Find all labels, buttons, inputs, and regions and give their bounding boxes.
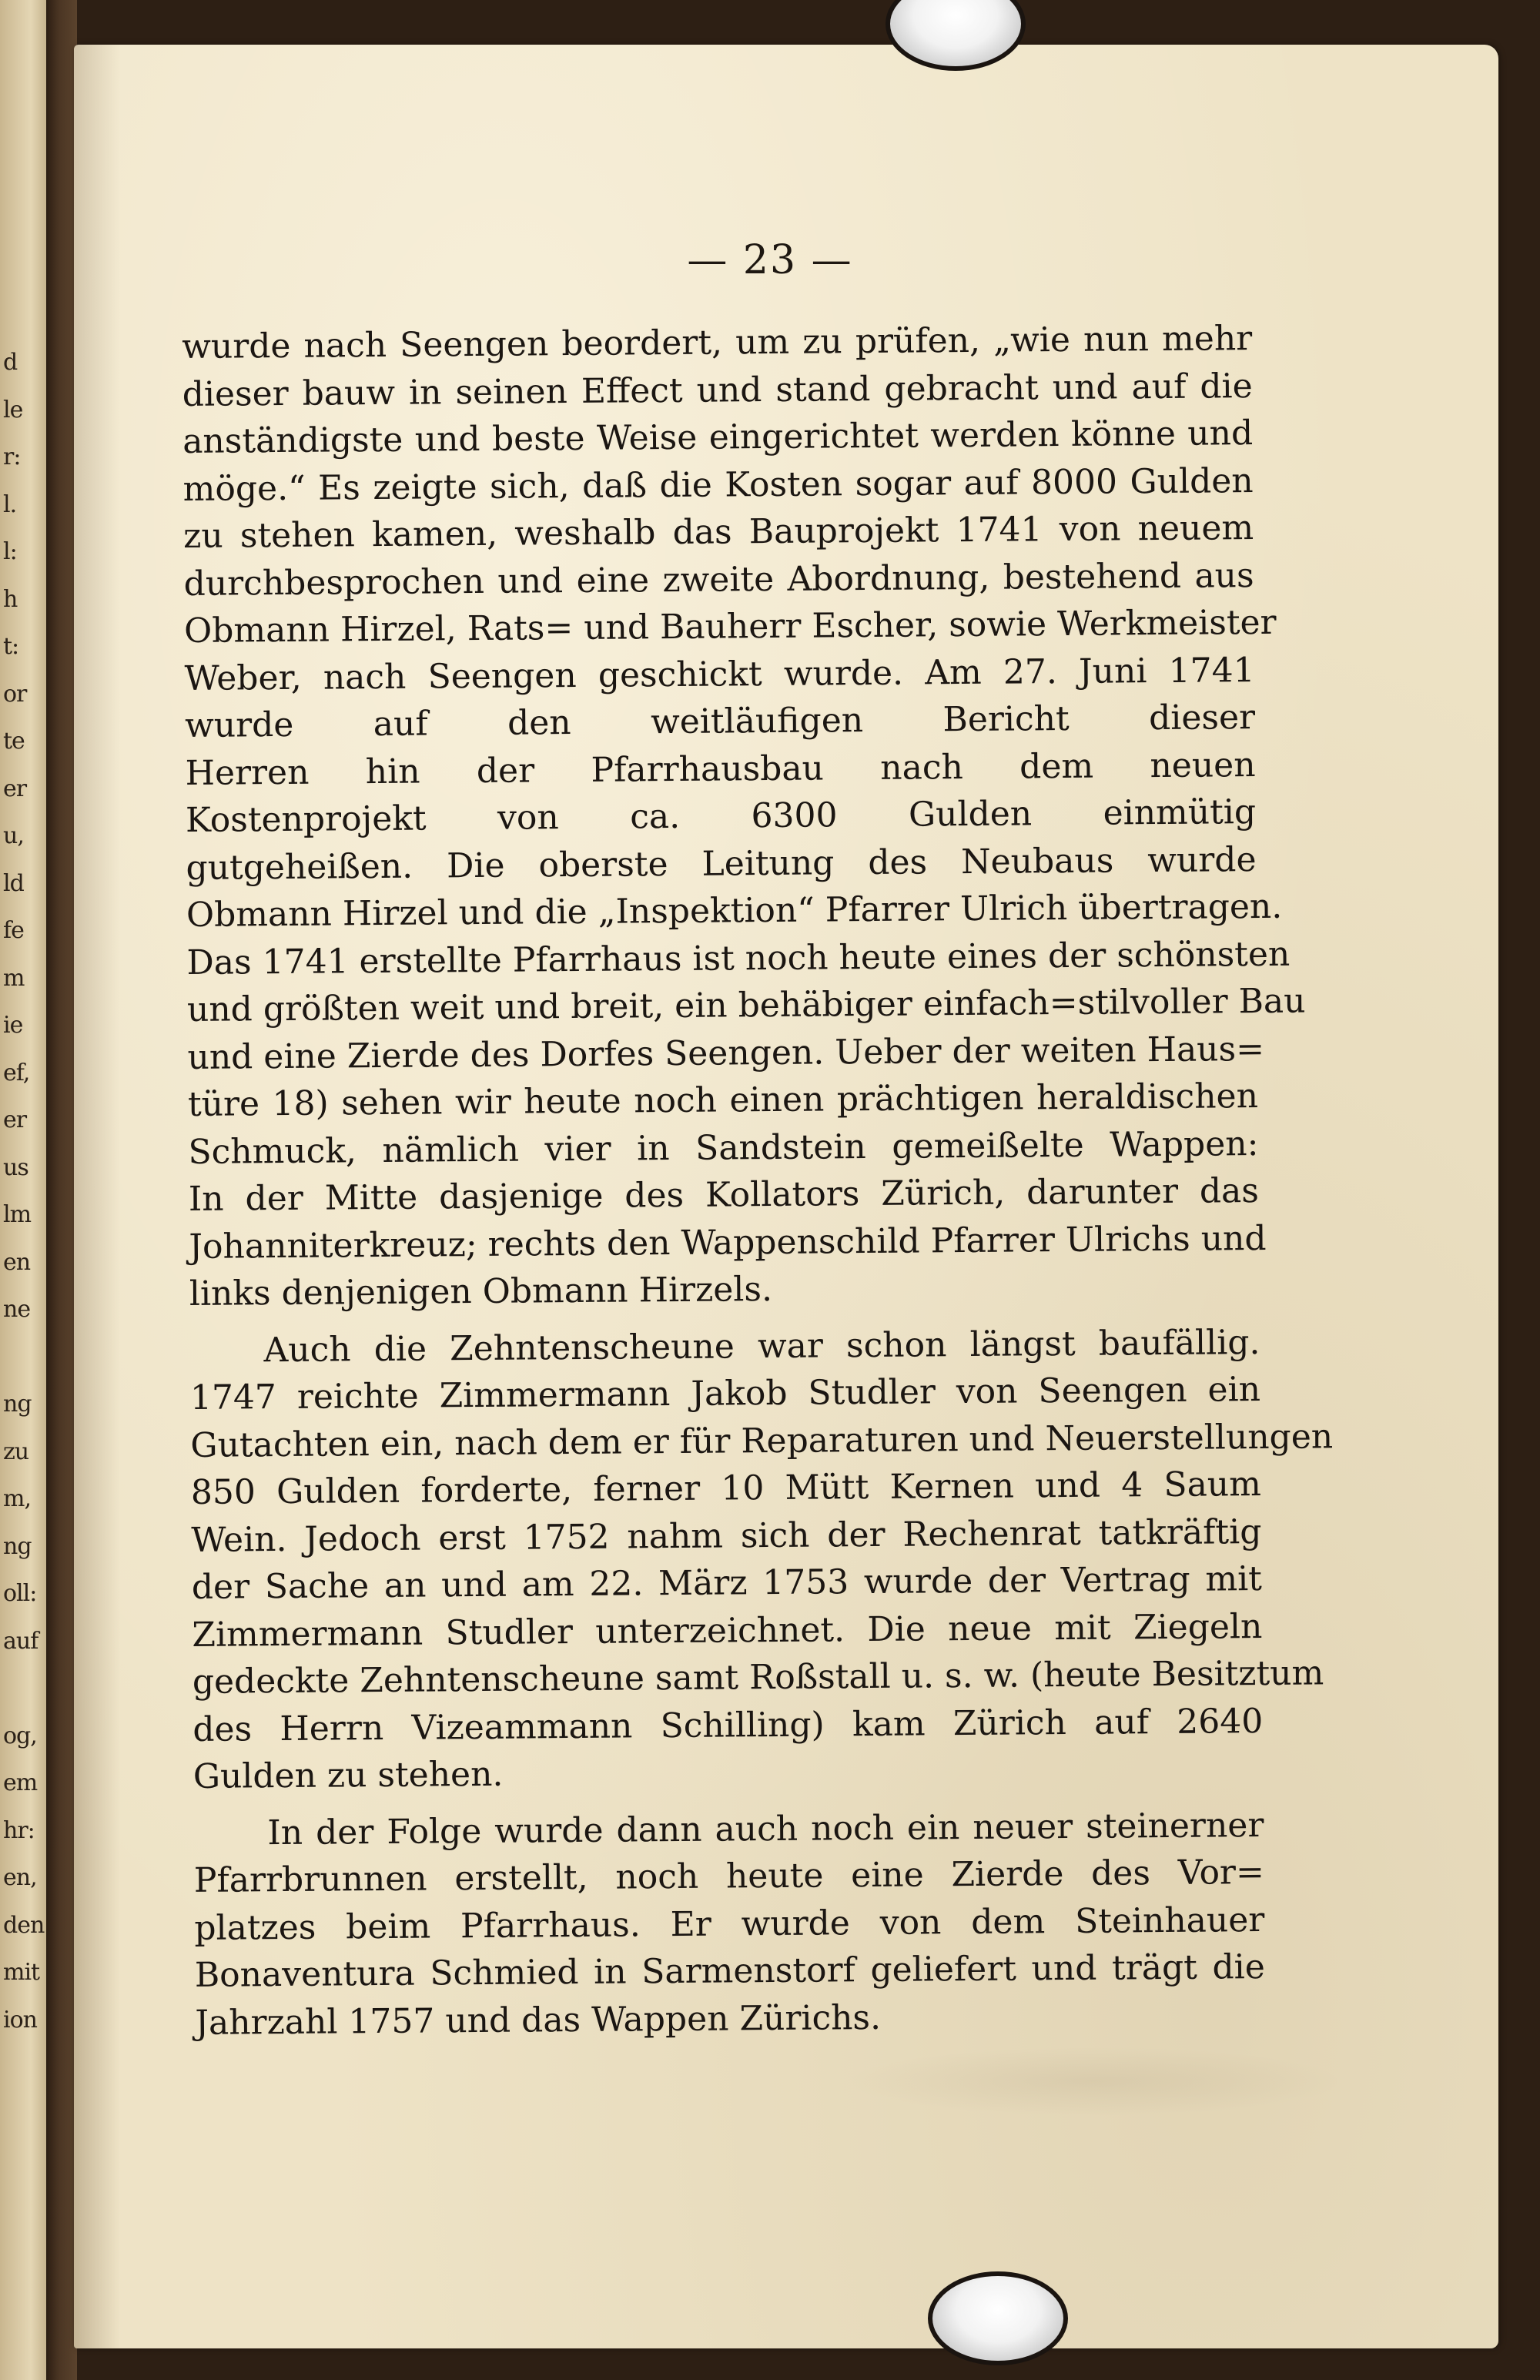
text-line: und eine Zierde des Dorfes Seengen. Ueber der weiten Haus= — [187, 1029, 1265, 1077]
facing-page-fragment: te — [3, 728, 25, 755]
facing-page-fragment: fe — [3, 917, 24, 944]
text-line: Das 1741 erstellte Pfarrhaus ist noch heute eines der schönsten — [186, 934, 1291, 982]
facing-page-fragment: oll: — [3, 1580, 37, 1607]
facing-page-fragment: ef, — [3, 1059, 30, 1086]
page-number: — 23 — — [687, 237, 853, 283]
facing-page-fragment: ld — [3, 869, 24, 897]
facing-page-fragment: h — [3, 585, 18, 613]
facing-page-fragment: hr: — [3, 1816, 35, 1844]
facing-page-fragment: t: — [3, 633, 19, 660]
facing-page-fragment: en, — [3, 1864, 37, 1891]
text-line: möge.“ Es zeigte sich, daß die Kosten sogar auf 8000 Gulden — [182, 460, 1254, 509]
body-text — [182, 315, 1334, 2047]
text-line: Auch die Zehntenscheune war schon längst baufällig. — [263, 1322, 1260, 1370]
facing-page-text-fragments — [3, 339, 49, 2044]
facing-page-fragment: le — [3, 396, 23, 423]
facing-page-fragment: auf — [3, 1627, 38, 1655]
text-line: der Sache an und am 22. März 1753 wurde der Vertrag mit — [191, 1559, 1263, 1607]
text-line: links denjenigen Obmann Hirzels. — [189, 1270, 773, 1314]
text-line: gutgeheißen. Die oberste Leitung des Neubaus wurde — [186, 839, 1257, 888]
facing-page-fragment: ng — [3, 1532, 32, 1560]
text-line: des Herrn Vizeammann Schilling) kam Zürich auf 2640 — [192, 1701, 1264, 1749]
text-line: zu stehen kamen, weshalb das Bauprojekt 1741 von neuem — [182, 508, 1254, 556]
facing-page-fragment — [3, 1665, 49, 1712]
facing-page-fragment: em — [3, 1769, 38, 1796]
facing-page-fragment: mit — [3, 1959, 40, 1986]
facing-page-fragment: en — [3, 1248, 31, 1276]
facing-page-fragment: lm — [3, 1201, 32, 1228]
text-line: Weber, nach Seengen geschickt wurde. Am 27. Juni 1741 — [184, 650, 1255, 698]
facing-page-fragment: d — [3, 349, 18, 376]
text-line: 1747 reichte Zimmermann Jakob Studler von Seengen ein — [189, 1370, 1261, 1418]
text-line: Schmuck, nämlich vier in Sandstein gemeißelte Wappen: — [188, 1123, 1259, 1172]
text-line: Jahrzahl 1757 und das Wappen Zürichs. — [195, 1997, 882, 2043]
text-line: Bonaventura Schmied in Sarmenstorf geliefert und trägt die — [194, 1947, 1266, 1995]
bleed-through-smudge — [844, 2047, 1344, 2116]
text-line: anständigste und beste Weise eingerichtet werden könne und — [182, 413, 1254, 461]
facing-page-fragment — [3, 1334, 49, 1381]
facing-page-fragment: m — [3, 964, 25, 992]
facing-page-fragment: er — [3, 775, 27, 802]
facing-page-fragment: m, — [3, 1485, 31, 1512]
facing-page-fragment: r: — [3, 444, 21, 470]
facing-page-fragment: ion — [3, 2006, 37, 2034]
page-clamp-bottom — [928, 2271, 1068, 2365]
text-line: Herren hin der Pfarrhausbau nach dem neuen — [185, 745, 1256, 793]
text-line: wurde auf den weitläufigen Bericht dieser — [184, 698, 1256, 745]
text-line: Pfarrbrunnen erstellt, noch heute eine Zierde des Vor= — [193, 1853, 1265, 1900]
text-line: In der Folge wurde dann auch noch ein neuer steinerner — [267, 1805, 1264, 1853]
facing-page-fragment: l. — [3, 490, 17, 518]
facing-page-fragment: u, — [3, 822, 24, 849]
text-line: Kostenprojekt von ca. 6300 Gulden einmütig — [185, 792, 1257, 840]
text-line: Gulden zu stehen. — [192, 1754, 504, 1796]
text-line: Obmann Hirzel, Rats= und Bauherr Escher, sowie Werkmeister — [183, 602, 1277, 651]
text-line: Wein. Jedoch erst 1752 nahm sich der Rechenrat tatkräftig — [191, 1511, 1262, 1560]
text-line: Zimmermann Studler unterzeichnet. Die neue mit Ziegeln — [192, 1606, 1263, 1655]
facing-page-fragment: us — [3, 1153, 28, 1181]
facing-page-fragment: er — [3, 1106, 27, 1133]
paragraph — [193, 1802, 1265, 2047]
book-gutter — [46, 0, 77, 2380]
facing-page-fragment: or — [3, 680, 27, 708]
text-line: Johanniterkreuz; rechts den Wappenschild Pfarrer Ulrichs und — [189, 1218, 1267, 1267]
text-line: gedeckte Zehntenscheune samt Roßstall u. s. w. (heute Besitztum — [192, 1653, 1324, 1702]
facing-page-fragment: zu — [3, 1438, 29, 1465]
text-line: platzes beim Pfarrhaus. Er wurde von dem Steinhauer — [194, 1900, 1265, 1948]
text-line: Gutachten ein, nach dem er für Reparaturen und Neuerstellungen — [190, 1416, 1334, 1465]
facing-page-fragment: ie — [3, 1012, 23, 1039]
paragraph — [182, 315, 1306, 1317]
text-line: Obmann Hirzel und die „Inspektion“ Pfarrer Ulrich übertragen. — [186, 886, 1283, 935]
text-line: dieser bauw in seinen Effect und stand gebracht und auf die — [182, 366, 1253, 414]
text-line: durchbesprochen und eine zweite Abordnung, bestehend aus — [183, 555, 1254, 604]
facing-page-fragment: og, — [3, 1722, 37, 1749]
text-line: In der Mitte dasjenige des Kollators Zürich, darunter das — [188, 1171, 1260, 1219]
facing-page-fragment: l: — [3, 538, 17, 565]
facing-page-fragment: ne — [3, 1296, 31, 1323]
paragraph — [189, 1319, 1334, 1801]
text-line: wurde nach Seengen beordert, um zu prüfen, „wie nun mehr — [182, 319, 1253, 367]
facing-page-fragment: den — [3, 1911, 45, 1939]
text-line: und größten weit und breit, ein behäbiger einfach=stilvoller Bau — [186, 981, 1306, 1029]
text-line: türe 18) sehen wir heute noch einen prächtigen heraldischen — [187, 1076, 1259, 1124]
text-line: 850 Gulden forderte, ferner 10 Mütt Kernen und 4 Saum — [190, 1464, 1262, 1512]
facing-page-fragment: ng — [3, 1391, 32, 1418]
